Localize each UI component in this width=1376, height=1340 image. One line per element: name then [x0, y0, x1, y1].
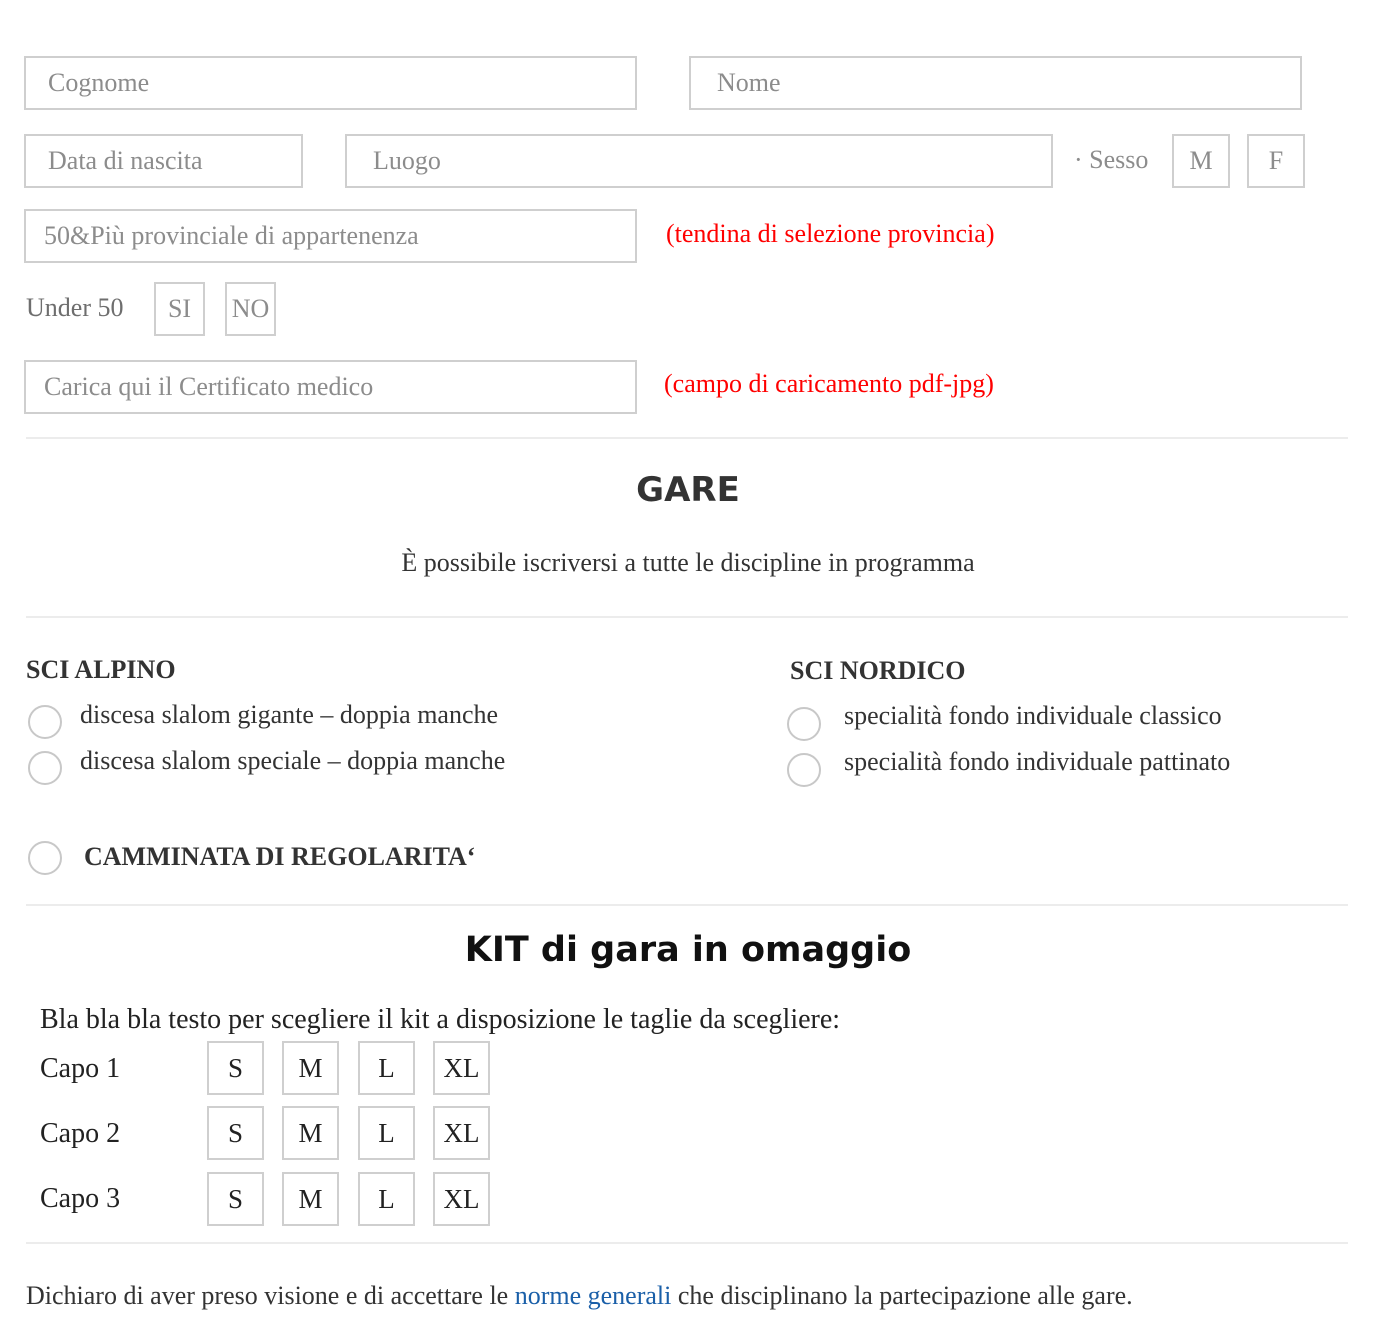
declaration-text: [26, 1281, 1133, 1311]
size-text: L: [378, 1052, 395, 1083]
certificato-placeholder: Carica qui il Certificato medico: [44, 372, 374, 401]
size-text: L: [378, 1183, 395, 1214]
declaration-before: Dichiaro di aver preso visione e di accettare le: [26, 1281, 515, 1310]
nome-input[interactable]: [689, 56, 1302, 110]
sesso-f-option[interactable]: [1247, 134, 1305, 188]
under50-no-option[interactable]: [225, 282, 276, 336]
capo-1-size-l[interactable]: [358, 1041, 415, 1095]
under50-si-text: SI: [167, 294, 192, 323]
size-text: S: [227, 1183, 244, 1214]
cognome-input[interactable]: [24, 56, 637, 110]
gigante-label: discesa slalom gigante – doppia manche: [80, 700, 499, 729]
sci-alpino-title: SCI ALPINO: [26, 655, 176, 684]
declaration-after: che disciplinano la partecipazione alle gare.: [671, 1281, 1133, 1310]
gare-subtitle: È possibile iscriversi a tutte le discipline in programma: [401, 548, 975, 577]
capo-3-size-s[interactable]: [207, 1172, 264, 1226]
sesso-m-option[interactable]: [1172, 134, 1230, 188]
data-nascita-placeholder: Data di nascita: [48, 146, 203, 175]
camminata-radio[interactable]: [28, 841, 62, 875]
data-nascita-input[interactable]: [24, 134, 303, 188]
divider: [26, 616, 1348, 618]
sesso-m-text: M: [1189, 146, 1213, 175]
under50-si-option[interactable]: [154, 282, 205, 336]
sci-nordico-title: SCI NORDICO: [790, 656, 966, 685]
provinciale-select[interactable]: [24, 209, 637, 263]
provinciale-placeholder: 50&Più provinciale di appartenenza: [44, 221, 419, 250]
sesso-label: · Sesso: [1074, 145, 1149, 174]
size-text: S: [227, 1052, 244, 1083]
size-text: M: [298, 1117, 323, 1148]
size-text: M: [298, 1052, 323, 1083]
size-text: S: [227, 1117, 244, 1148]
capo-3-size-m[interactable]: [282, 1172, 339, 1226]
gare-title: GARE: [636, 470, 740, 510]
nome-placeholder: Nome: [717, 68, 781, 97]
gigante-radio[interactable]: [28, 705, 62, 739]
kit-title: KIT di gara in omaggio: [464, 930, 912, 970]
fondo-classico-label: specialità fondo individuale classico: [844, 701, 1222, 730]
capo-2-label: Capo 2: [40, 1118, 121, 1149]
speciale-label: discesa slalom speciale – doppia manche: [80, 746, 506, 775]
speciale-radio[interactable]: [28, 751, 62, 785]
divider: [26, 1242, 1348, 1244]
camminata-label: CAMMINATA DI REGOLARITA‘: [84, 842, 476, 871]
size-text: L: [378, 1117, 395, 1148]
sesso-f-text: F: [1268, 146, 1284, 175]
capo-3-size-l[interactable]: [358, 1172, 415, 1226]
divider: [26, 904, 1348, 906]
capo-1-size-m[interactable]: [282, 1041, 339, 1095]
size-text: XL: [443, 1052, 480, 1083]
provinciale-note: (tendina di selezione provincia): [666, 219, 995, 248]
capo-1-size-s[interactable]: [207, 1041, 264, 1095]
capo-2-size-l[interactable]: [358, 1106, 415, 1160]
luogo-placeholder: Luogo: [373, 146, 441, 175]
kit-intro: Bla bla bla testo per scegliere il kit a disposizione le taglie da scegliere:: [40, 1004, 841, 1035]
under50-label: Under 50: [26, 293, 124, 322]
divider: [26, 437, 1348, 439]
luogo-input[interactable]: [345, 134, 1053, 188]
capo-2-size-xl[interactable]: [433, 1106, 490, 1160]
size-text: XL: [443, 1117, 480, 1148]
certificato-note: (campo di caricamento pdf-jpg): [664, 369, 994, 398]
under50-no-text: NO: [231, 294, 270, 323]
fondo-classico-radio[interactable]: [787, 707, 821, 741]
capo-2-size-m[interactable]: [282, 1106, 339, 1160]
norme-generali-link[interactable]: norme generali: [514, 1281, 672, 1310]
capo-2-size-s[interactable]: [207, 1106, 264, 1160]
size-text: XL: [443, 1183, 480, 1214]
capo-1-size-xl[interactable]: [433, 1041, 490, 1095]
fondo-pattinato-label: specialità fondo individuale pattinato: [844, 747, 1231, 776]
cognome-placeholder: Cognome: [48, 68, 150, 97]
capo-3-size-xl[interactable]: [433, 1172, 490, 1226]
capo-3-label: Capo 3: [40, 1183, 121, 1214]
certificato-upload[interactable]: [24, 360, 637, 414]
fondo-pattinato-radio[interactable]: [787, 753, 821, 787]
size-text: M: [298, 1183, 323, 1214]
capo-1-label: Capo 1: [40, 1053, 121, 1084]
